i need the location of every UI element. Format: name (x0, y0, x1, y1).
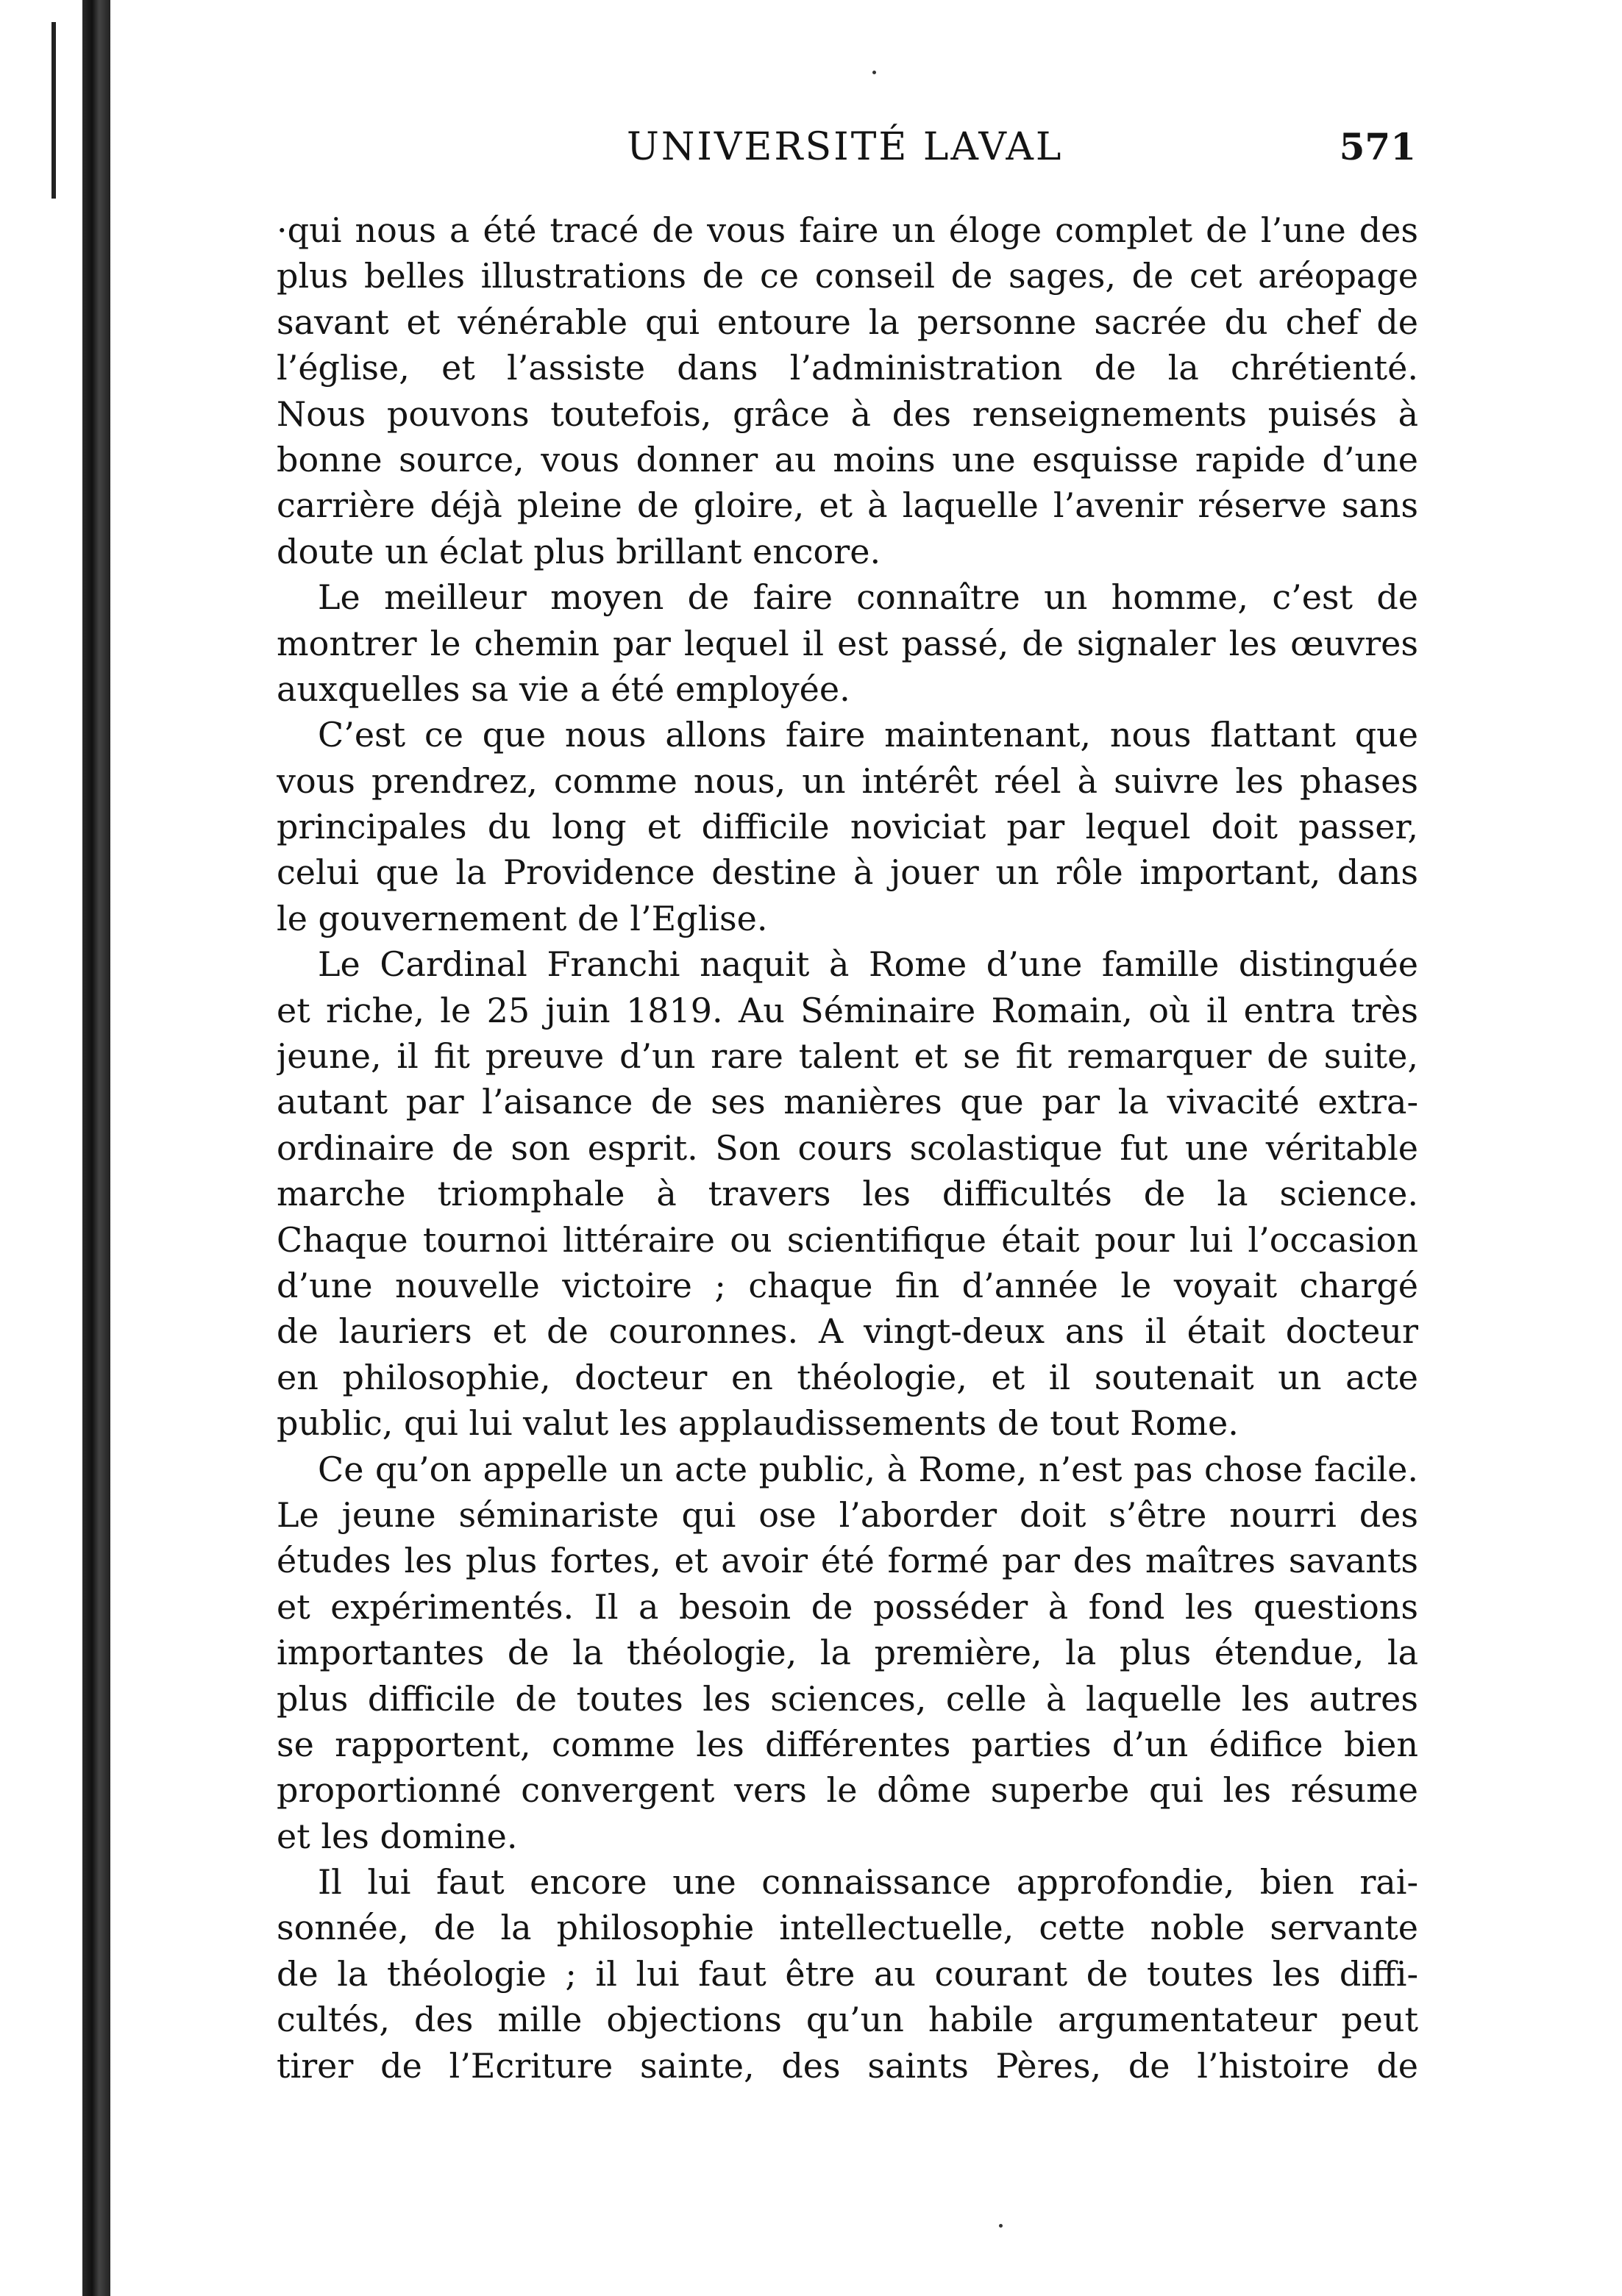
text-line: et riche, le 25 juin 1819. Au Séminaire Romain, où il entra très (277, 990, 1418, 1030)
text-line: bonne source, vous donner au moins une esquisse rapide d’une (277, 439, 1418, 479)
text-line: montrer le chemin par lequel il est passé, de signaler les œuvres (277, 623, 1418, 663)
text-line: se rapportent, comme les différentes parties d’un édifice bien (277, 1724, 1418, 1764)
text-line: études les plus fortes, et avoir été formé par des maîtres savants (277, 1541, 1418, 1581)
text-line: public, qui lui valut les applaudissements de tout Rome. (277, 1403, 1239, 1444)
print-speck (999, 2224, 1003, 2228)
text-line: Nous pouvons toutefois, grâce à des renseignements puisés à (277, 393, 1418, 434)
page-header (280, 125, 1416, 184)
text-line: carrière déjà pleine de gloire, et à laquelle l’avenir réserve sans (277, 485, 1418, 526)
text-line: et les domine. (277, 1816, 518, 1856)
text-line: autant par l’aisance de ses manières que par la vivacité extra- (277, 1082, 1418, 1122)
binding-shadow (51, 22, 56, 199)
text-line: d’une nouvelle victoire ; chaque fin d’année le voyait chargé (277, 1265, 1418, 1305)
text-line: plus belles illustrations de ce conseil de sages, de cet aréopage (277, 256, 1418, 296)
text-line: de lauriers et de couronnes. A vingt-deux ans il était docteur (277, 1311, 1418, 1352)
text-line: Chaque tournoi littéraire ou scientifique était pour lui l’occasion (277, 1219, 1418, 1260)
text-line: Le jeune séminariste qui ose l’aborder doit s’être nourri des (277, 1494, 1418, 1535)
text-line: ·qui nous a été tracé de vous faire un éloge complet de l’une des (277, 210, 1418, 250)
text-line: le gouvernement de l’Eglise. (277, 898, 768, 938)
text-line: celui que la Providence destine à jouer un rôle important, dans (277, 852, 1418, 893)
text-line: principales du long et difficile noviciat par lequel doit passer, (277, 807, 1418, 847)
text-line: importantes de la théologie, la première, la plus étendue, la (277, 1633, 1418, 1673)
page-number: 571 (1339, 125, 1416, 168)
text-line: cultés, des mille objections qu’un habile argumentateur peut (277, 2000, 1418, 2040)
text-line: ordinaire de son esprit. Son cours scolastique fut une véritable (277, 1127, 1418, 1168)
book-binding-edge (82, 0, 110, 2296)
body-text (277, 207, 1418, 2089)
text-line: de la théologie ; il lui faut être au courant de toutes les diffi- (277, 1953, 1418, 1994)
text-line: en philosophie, docteur en théologie, et il soutenait un acte (277, 1357, 1418, 1397)
paragraph-first-line: Ce qu’on appelle un acte public, à Rome, n’est pas chose facile. (318, 1449, 1418, 1489)
text-line: savant et vénérable qui entoure la personne sacrée du chef de (277, 302, 1418, 342)
text-line: marche triomphale à travers les difficultés de la science. (277, 1174, 1418, 1214)
text-line: auxquelles sa vie a été employée. (277, 669, 850, 709)
text-line: vous prendrez, comme nous, un intérêt réel à suivre les phases (277, 760, 1418, 801)
text-line: jeune, il fit preuve d’un rare talent et se fit remarquer de suite, (277, 1036, 1418, 1077)
text-line: et expérimentés. Il a besoin de posséder à fond les questions (277, 1586, 1418, 1627)
print-speck (872, 71, 876, 74)
paragraph-first-line: Il lui faut encore une connaissance approfondie, bien rai- (318, 1862, 1418, 1903)
text-line: doute un éclat plus brillant encore. (277, 531, 881, 571)
paragraph-first-line: Le meilleur moyen de faire connaître un homme, c’est de (318, 577, 1418, 618)
paragraph-first-line: Le Cardinal Franchi naquit à Rome d’une famille distinguée (318, 944, 1418, 985)
running-title: UNIVERSITÉ LAVAL (627, 125, 1064, 169)
text-line: sonnée, de la philosophie intellectuelle, cette noble servante (277, 1908, 1418, 1948)
paragraph-first-line: C’est ce que nous allons faire maintenant, nous flattant que (318, 715, 1418, 755)
text-line: proportionné convergent vers le dôme superbe qui les résume (277, 1770, 1418, 1811)
text-line: l’église, et l’assiste dans l’administration de la chrétienté. (277, 348, 1418, 388)
text-line: tirer de l’Ecriture sainte, des saints Pères, de l’histoire de (277, 2045, 1418, 2086)
text-line: plus difficile de toutes les sciences, celle à laquelle les autres (277, 1678, 1418, 1719)
